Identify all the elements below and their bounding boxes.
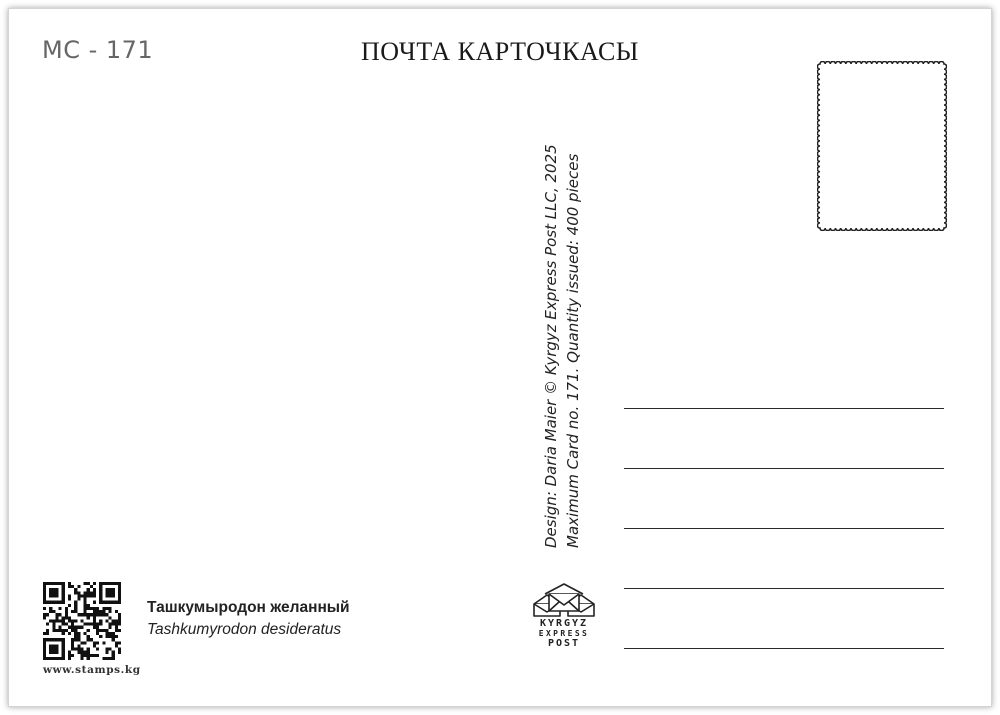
credits-block	[540, 144, 584, 548]
credits-quantity: Maximum Card no. 171. Quantity issued: 400 pieces	[564, 153, 582, 548]
address-line-1[interactable]	[624, 408, 944, 409]
logo-text-kyrgyz: KYRGYZ	[539, 618, 589, 629]
card-title: ПОЧТА КАРТОЧКАСЫ	[361, 37, 639, 66]
species-name-local: Ташкумыродон желанный	[147, 599, 350, 616]
stamp-placeholder-icon	[817, 61, 947, 231]
card-code: MC - 171	[42, 36, 154, 64]
address-line-3[interactable]	[624, 528, 944, 529]
species-name-latin: Tashkumyrodon desideratus	[147, 621, 342, 638]
logo-text-express: EXPRESS	[538, 629, 590, 638]
address-line-2[interactable]	[624, 468, 944, 469]
credits-design: Design: Daria Maier © Kyrgyz Express Post LLC, 2025	[542, 144, 560, 548]
logo-text-post: POST	[547, 638, 581, 649]
envelopes-logo-icon	[531, 582, 597, 618]
qr-code-icon[interactable]	[43, 582, 121, 660]
address-line-4[interactable]	[624, 588, 944, 589]
website-link[interactable]: www.stamps.kg	[43, 664, 141, 676]
kyrgyz-express-post-logo	[528, 582, 600, 662]
address-line-5[interactable]	[624, 648, 944, 649]
